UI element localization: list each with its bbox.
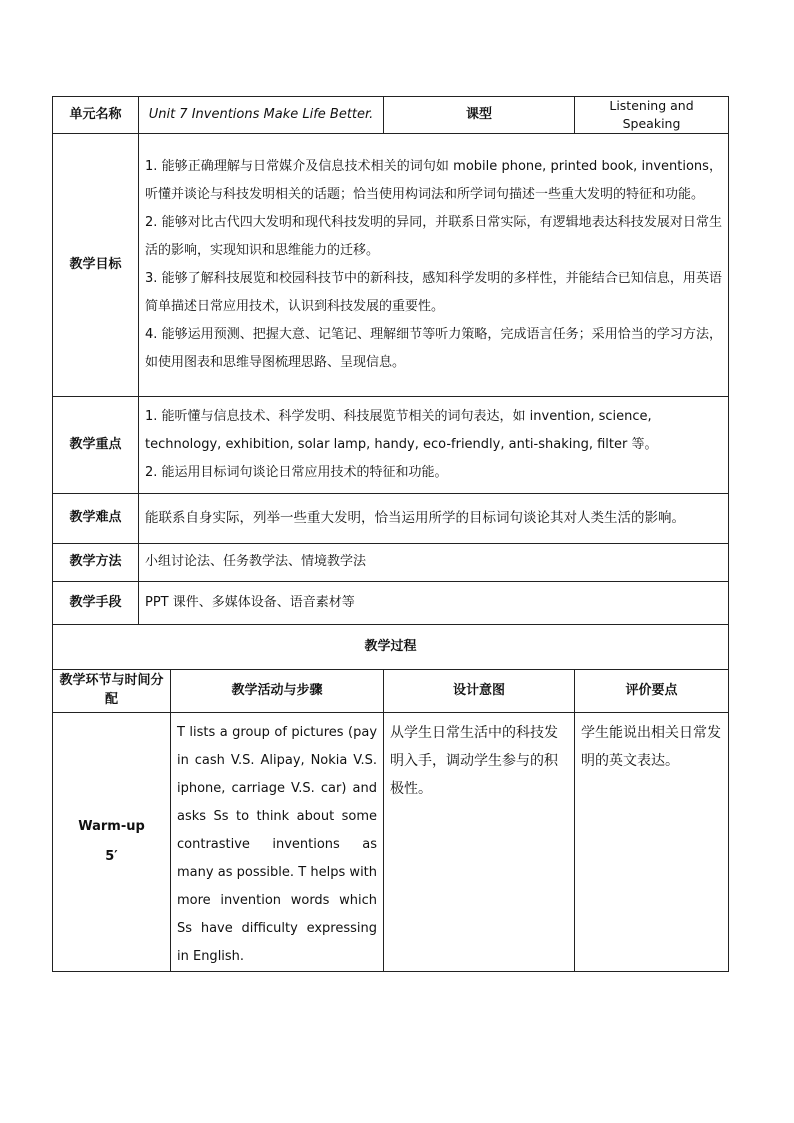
- evaluation-cell: 学生能说出相关日常发明的英文表达。: [575, 713, 729, 972]
- column-stage: 教学环节与时间分配: [53, 670, 171, 713]
- difficulties-label: 教学难点: [53, 494, 139, 544]
- objectives-row: [53, 134, 729, 397]
- intent-cell: 从学生日常生活中的科技发明入手，调动学生参与的积极性。: [384, 713, 575, 972]
- objectives-label: 教学目标: [53, 134, 139, 397]
- stage-time: 5′: [105, 849, 118, 865]
- methods-row: [53, 544, 729, 582]
- column-activity: 教学活动与步骤: [171, 670, 384, 713]
- means-row: [53, 582, 729, 625]
- means-content: PPT 课件、多媒体设备、语音素材等: [139, 582, 729, 625]
- difficulties-content: 能联系自身实际，列举一些重大发明，恰当运用所学的目标词句谈论其对人类生活的影响。: [139, 494, 729, 544]
- methods-content: 小组讨论法、任务教学法、情境教学法: [139, 544, 729, 582]
- methods-label: 教学方法: [53, 544, 139, 582]
- key-point-item: 1. 能听懂与信息技术、科学发明、科技展览节相关的词句表达，如 invention, science, technology, exhibition, solar lamp, handy, eco-friendly, anti-shaking, filter 等。: [145, 409, 658, 453]
- header-row: [53, 97, 729, 134]
- difficulties-row: [53, 494, 729, 544]
- unit-label: 单元名称: [53, 97, 139, 134]
- type-value: Listening and Speaking: [575, 97, 729, 134]
- key-point-item: 2. 能运用目标词句谈论日常应用技术的特征和功能。: [145, 465, 448, 481]
- process-title-row: [53, 625, 729, 670]
- column-intent: 设计意图: [384, 670, 575, 713]
- stage-cell: [53, 713, 171, 972]
- key-points-content: [139, 397, 729, 494]
- table-row: [53, 713, 729, 972]
- objective-item: 1. 能够正确理解与日常媒介及信息技术相关的词句如 mobile phone, printed book, inventions，听懂并谈论与科技发明相关的话题；恰当使用构词法和所学词句描述一些重大发明的特征和功能。: [145, 159, 723, 203]
- process-header-row: [53, 670, 729, 713]
- objective-item: 3. 能够了解科技展览和校园科技节中的新科技，感知科学发明的多样性，并能结合已知信息，用英语简单描述日常应用技术，认识到科技发展的重要性。: [145, 271, 723, 315]
- objective-item: 4. 能够运用预测、把握大意、记笔记、理解细节等听力策略，完成语言任务；采用恰当的学习方法，如使用图表和思维导图梳理思路、呈现信息。: [145, 327, 723, 371]
- activity-cell: T lists a group of pictures (pay in cash V.S. Alipay, Nokia V.S. iphone, carriage V.S. car) and asks Ss to think about some contrastive inventions as many as possible. T helps with more invention words which Ss have difficulty expressing in English.: [171, 713, 384, 972]
- key-points-row: [53, 397, 729, 494]
- lesson-plan-table: [52, 96, 729, 972]
- column-evaluation: 评价要点: [575, 670, 729, 713]
- process-title: 教学过程: [53, 625, 729, 670]
- objective-item: 2. 能够对比古代四大发明和现代科技发明的异同，并联系日常实际，有逻辑地表达科技发展对日常生活的影响，实现知识和思维能力的迁移。: [145, 215, 723, 259]
- stage-name: Warm-up: [78, 819, 145, 835]
- unit-value: Unit 7 Inventions Make Life Better.: [139, 97, 384, 134]
- objectives-content: [139, 134, 729, 397]
- means-label: 教学手段: [53, 582, 139, 625]
- key-points-label: 教学重点: [53, 397, 139, 494]
- type-label: 课型: [384, 97, 575, 134]
